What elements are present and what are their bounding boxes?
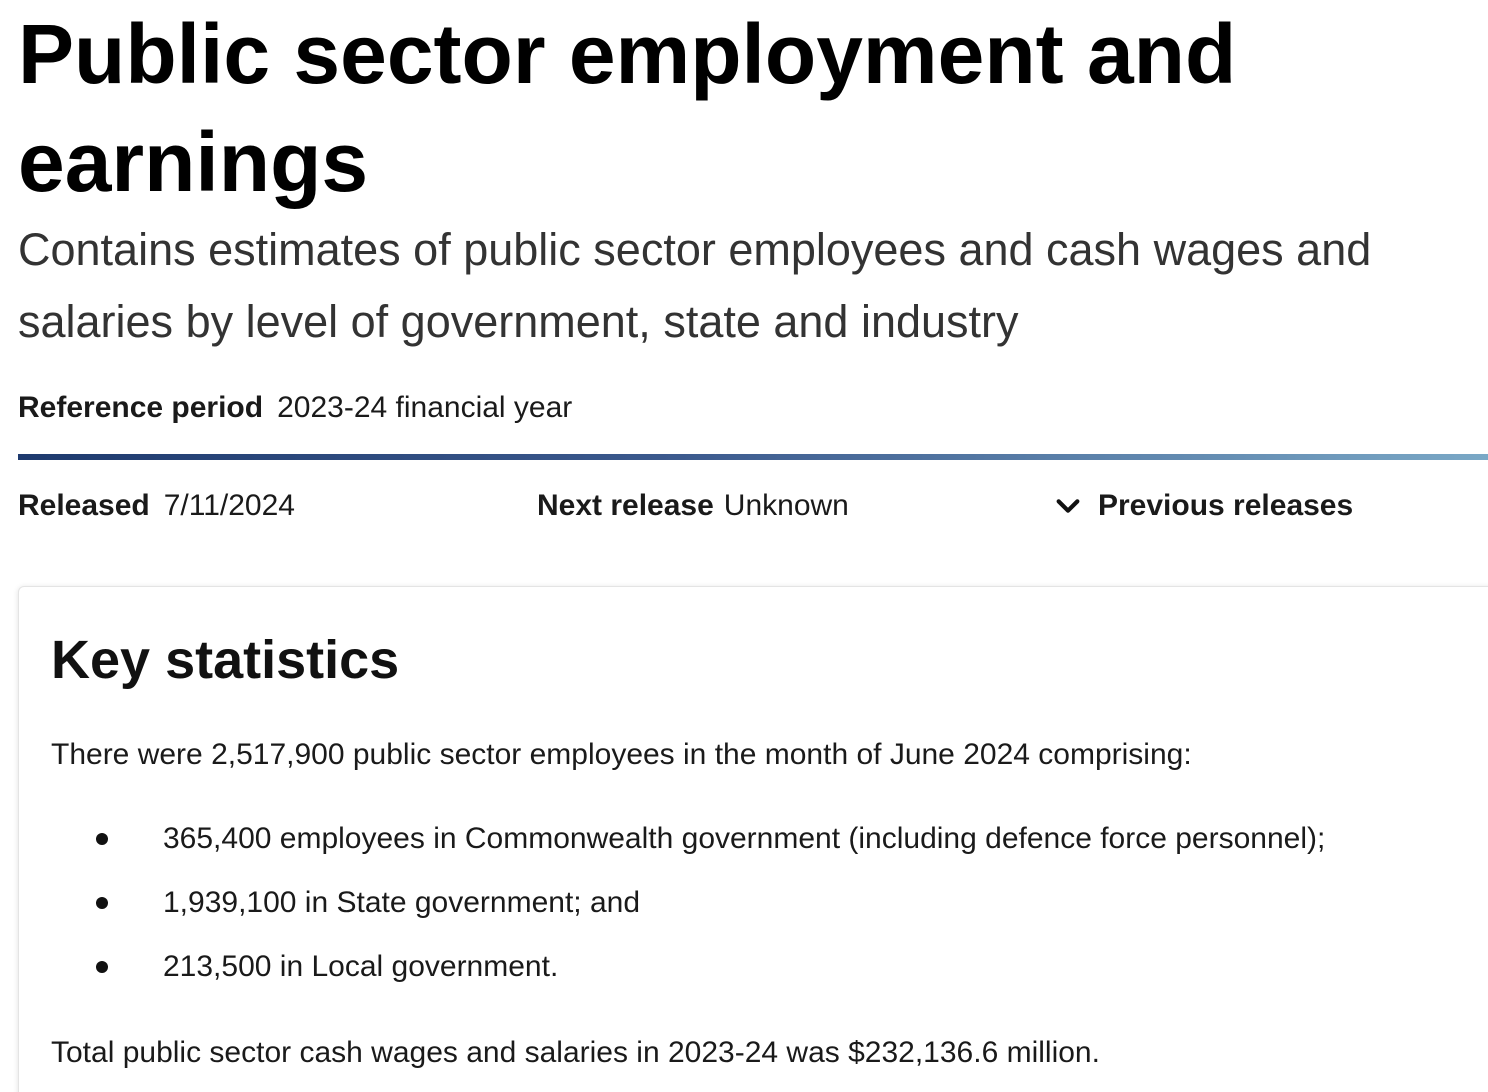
reference-period-value: 2023-24 financial year <box>277 391 573 424</box>
release-info <box>0 486 1488 530</box>
next-release-label: Next release <box>537 489 714 522</box>
released-label: Released <box>18 489 150 522</box>
page-subtitle: Contains estimates of public sector employees and cash wages and salaries by level of government, state and industry <box>18 224 1372 347</box>
list-item-text: 213,500 in Local government. <box>163 950 559 983</box>
bullet-icon <box>96 897 108 909</box>
bullet-icon <box>96 833 108 845</box>
list-item-text: 365,400 employees in Commonwealth government (including defence force personnel); <box>163 822 1326 855</box>
bullet-icon <box>96 961 108 973</box>
previous-releases-toggle[interactable] <box>1054 486 1353 526</box>
reference-period <box>18 388 572 428</box>
next-release <box>537 486 849 526</box>
page-title: Public sector employment and earnings <box>18 7 1237 209</box>
chevron-down-icon <box>1054 492 1082 520</box>
key-statistics-card <box>18 586 1488 1092</box>
released-date <box>18 486 295 526</box>
key-statistics-total: Total public sector cash wages and salaries in 2023-24 was $232,136.6 million. <box>51 1036 1100 1069</box>
reference-period-label: Reference period <box>18 391 264 424</box>
released-value: 7/11/2024 <box>163 489 295 522</box>
key-statistics-title: Key statistics <box>51 630 400 690</box>
list-item-text: 1,939,100 in State government; and <box>163 886 641 919</box>
previous-releases-label: Previous releases <box>1098 489 1354 522</box>
key-statistics-intro: There were 2,517,900 public sector employees in the month of June 2024 comprising: <box>51 738 1192 771</box>
header-divider <box>18 454 1488 460</box>
next-release-value: Unknown <box>723 489 849 522</box>
